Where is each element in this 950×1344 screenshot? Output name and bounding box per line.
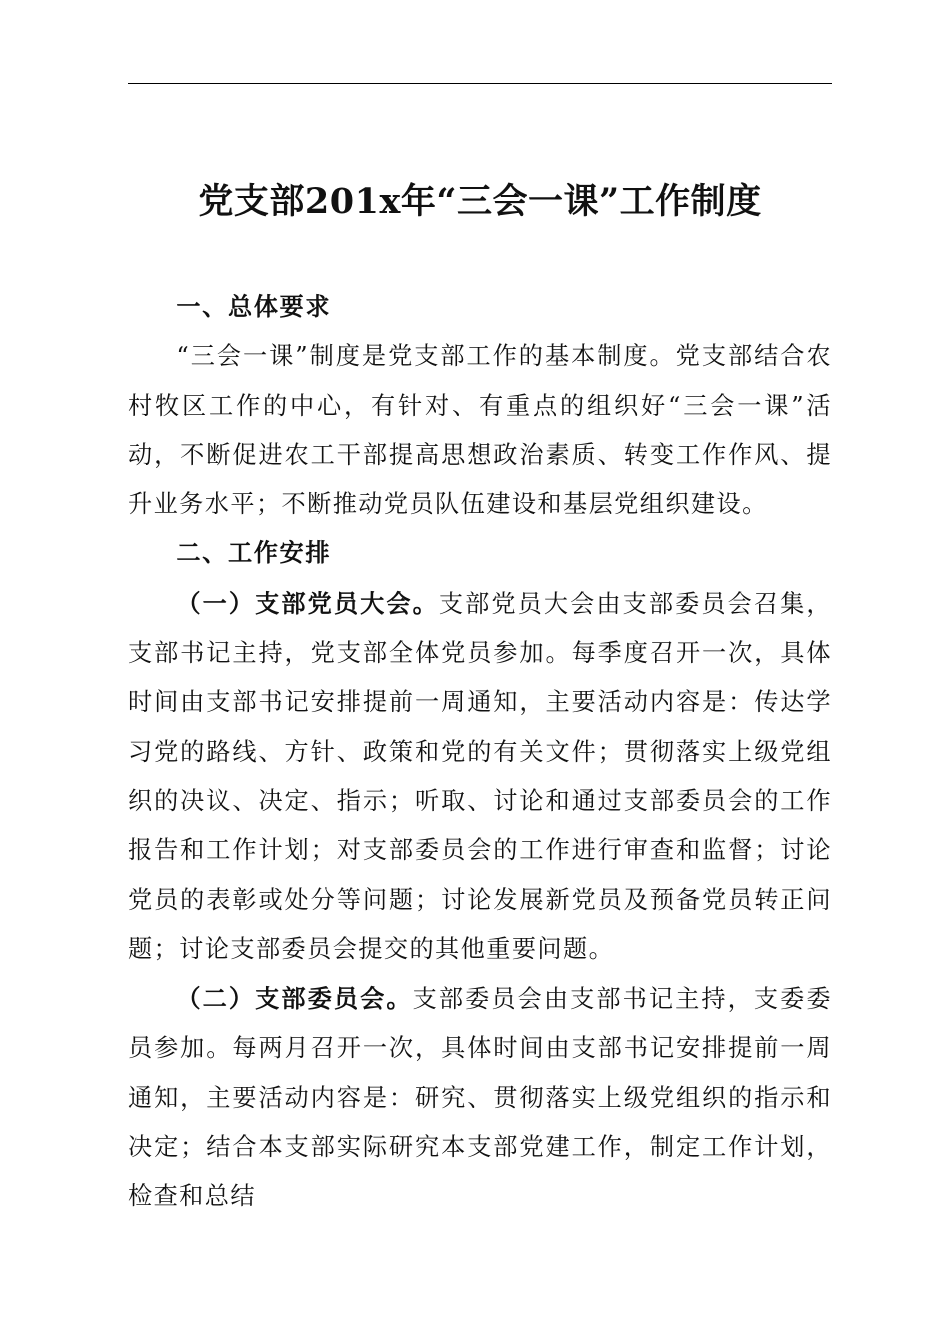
item-text-party-member-meeting: 支部党员大会由支部委员会召集，支部书记主持，党支部全体党员参加。每季度召开一次，具体时间由支部书记安排提前一周通知，主要活动内容是：传达学习党的路线、方针、政策和党的有关文件；贯彻落实上级党组织的决议、决定、指示；听取、讨论和通过支部委员会的工作报告和工作计划；对支部委员会的工作进行审查和监督；讨论党员的表彰或处分等问题；讨论发展新党员及预备党员转正问题；讨论支部委员会提交的其他重要问题。	[128, 589, 832, 963]
document-title: 党支部201x年“三会一课”工作制度	[198, 181, 762, 222]
paragraph-party-member-meeting	[128, 579, 832, 974]
document-body	[128, 283, 832, 1222]
paragraph-branch-committee	[128, 974, 832, 1221]
item-text-branch-committee: 支部委员会由支部书记主持，支委委员参加。每两月召开一次，具体时间由支部书记安排提前一周通知，主要活动内容是：研究、贯彻落实上级党组织的指示和决定；结合本支部实际研究本支部党建工作，制定工作计划，检查和总结	[128, 985, 832, 1211]
header-rule	[128, 83, 832, 84]
item-label-party-member-meeting: （一）支部党员大会。	[176, 588, 439, 618]
section-heading-general-requirements: 一、总体要求	[176, 293, 332, 321]
paragraph-general-requirements: “三会一课”制度是党支部工作的基本制度。党支部结合农村牧区工作的中心，有针对、有重点的组织好“三会一课”活动，不断促进农工干部提高思想政治素质、转变工作作风、提升业务水平；不断推动党员队伍建设和基层党组织建设。	[128, 342, 832, 519]
section-heading-work-arrangement: 二、工作安排	[176, 539, 332, 568]
item-label-branch-committee: （二）支部委员会。	[176, 984, 413, 1014]
